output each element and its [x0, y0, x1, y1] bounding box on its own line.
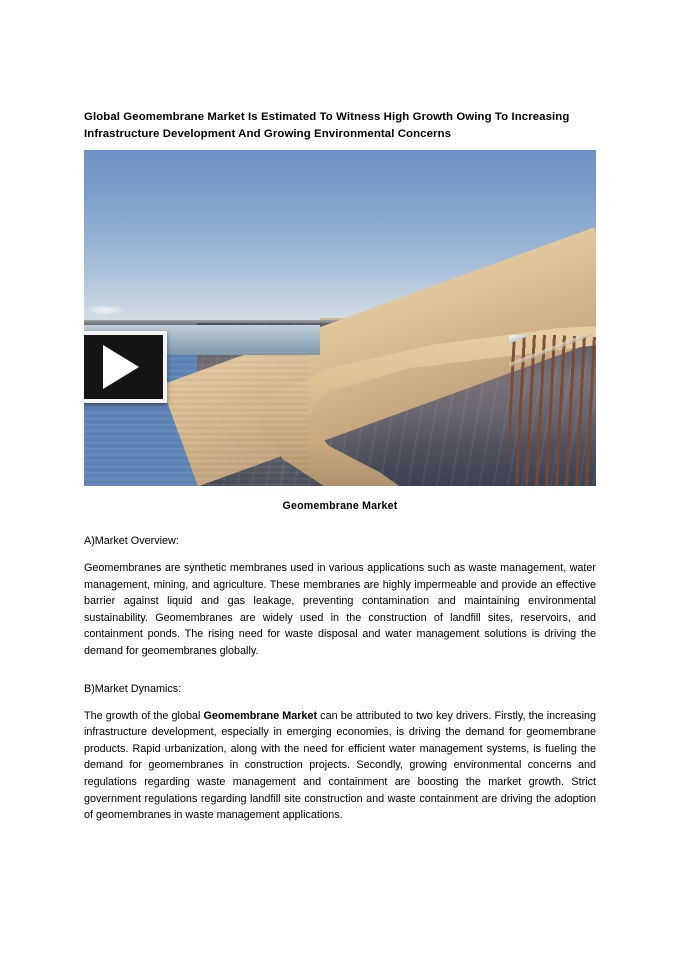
section-paragraph [84, 560, 596, 660]
section-paragraph [84, 708, 596, 824]
railing [509, 335, 596, 486]
text-run: can be attributed to two key drivers. Firstly, the increasing infrastructure development, especially in emerging economies, is driving the demand for geomembrane products. Rapid urbanization, along with the need for efficient water management systems, is fueling the demand for geomembranes in construction projects. Secondly, growing environmental concerns and regulations regarding waste management and containment are boosting the market growth. Strict government regulations regarding landfill site construction and waste containment are driving the adoption of geomembranes in waste management applications. [84, 709, 596, 822]
section-heading: A)Market Overview: [84, 535, 179, 547]
video-play-button[interactable] [84, 331, 167, 403]
text-run: The growth of the global [84, 709, 204, 722]
figure-caption: Geomembrane Market [282, 500, 398, 512]
page-title: Global Geomembrane Market Is Estimated To Witness High Growth Owing To Increasing Infrastructure Development And Growing Environmental Concerns [84, 111, 570, 140]
section-market-dynamics [84, 682, 596, 824]
article-figure [84, 150, 596, 486]
cloud-icon [84, 305, 126, 315]
section-market-overview [84, 534, 596, 660]
document-content [84, 109, 596, 824]
section-heading: B)Market Dynamics: [84, 682, 182, 695]
figure-photo [84, 150, 596, 486]
play-triangle-icon [103, 345, 139, 389]
text-run: Geomembranes are synthetic membranes used in various applications such as waste management, water management, mining, and agriculture. These membranes are highly impermeable and provide an effective barrier against liquid and gas leakage, preventing contamination and maintaining environmental sustainability. Geomembranes are widely used in the construction of landfill sites, reservoirs, and containment ponds. The rising need for waste disposal and water management solutions is driving the demand for geomembranes globally. [84, 562, 596, 657]
emphasised-term: Geomembrane Market [203, 709, 318, 722]
